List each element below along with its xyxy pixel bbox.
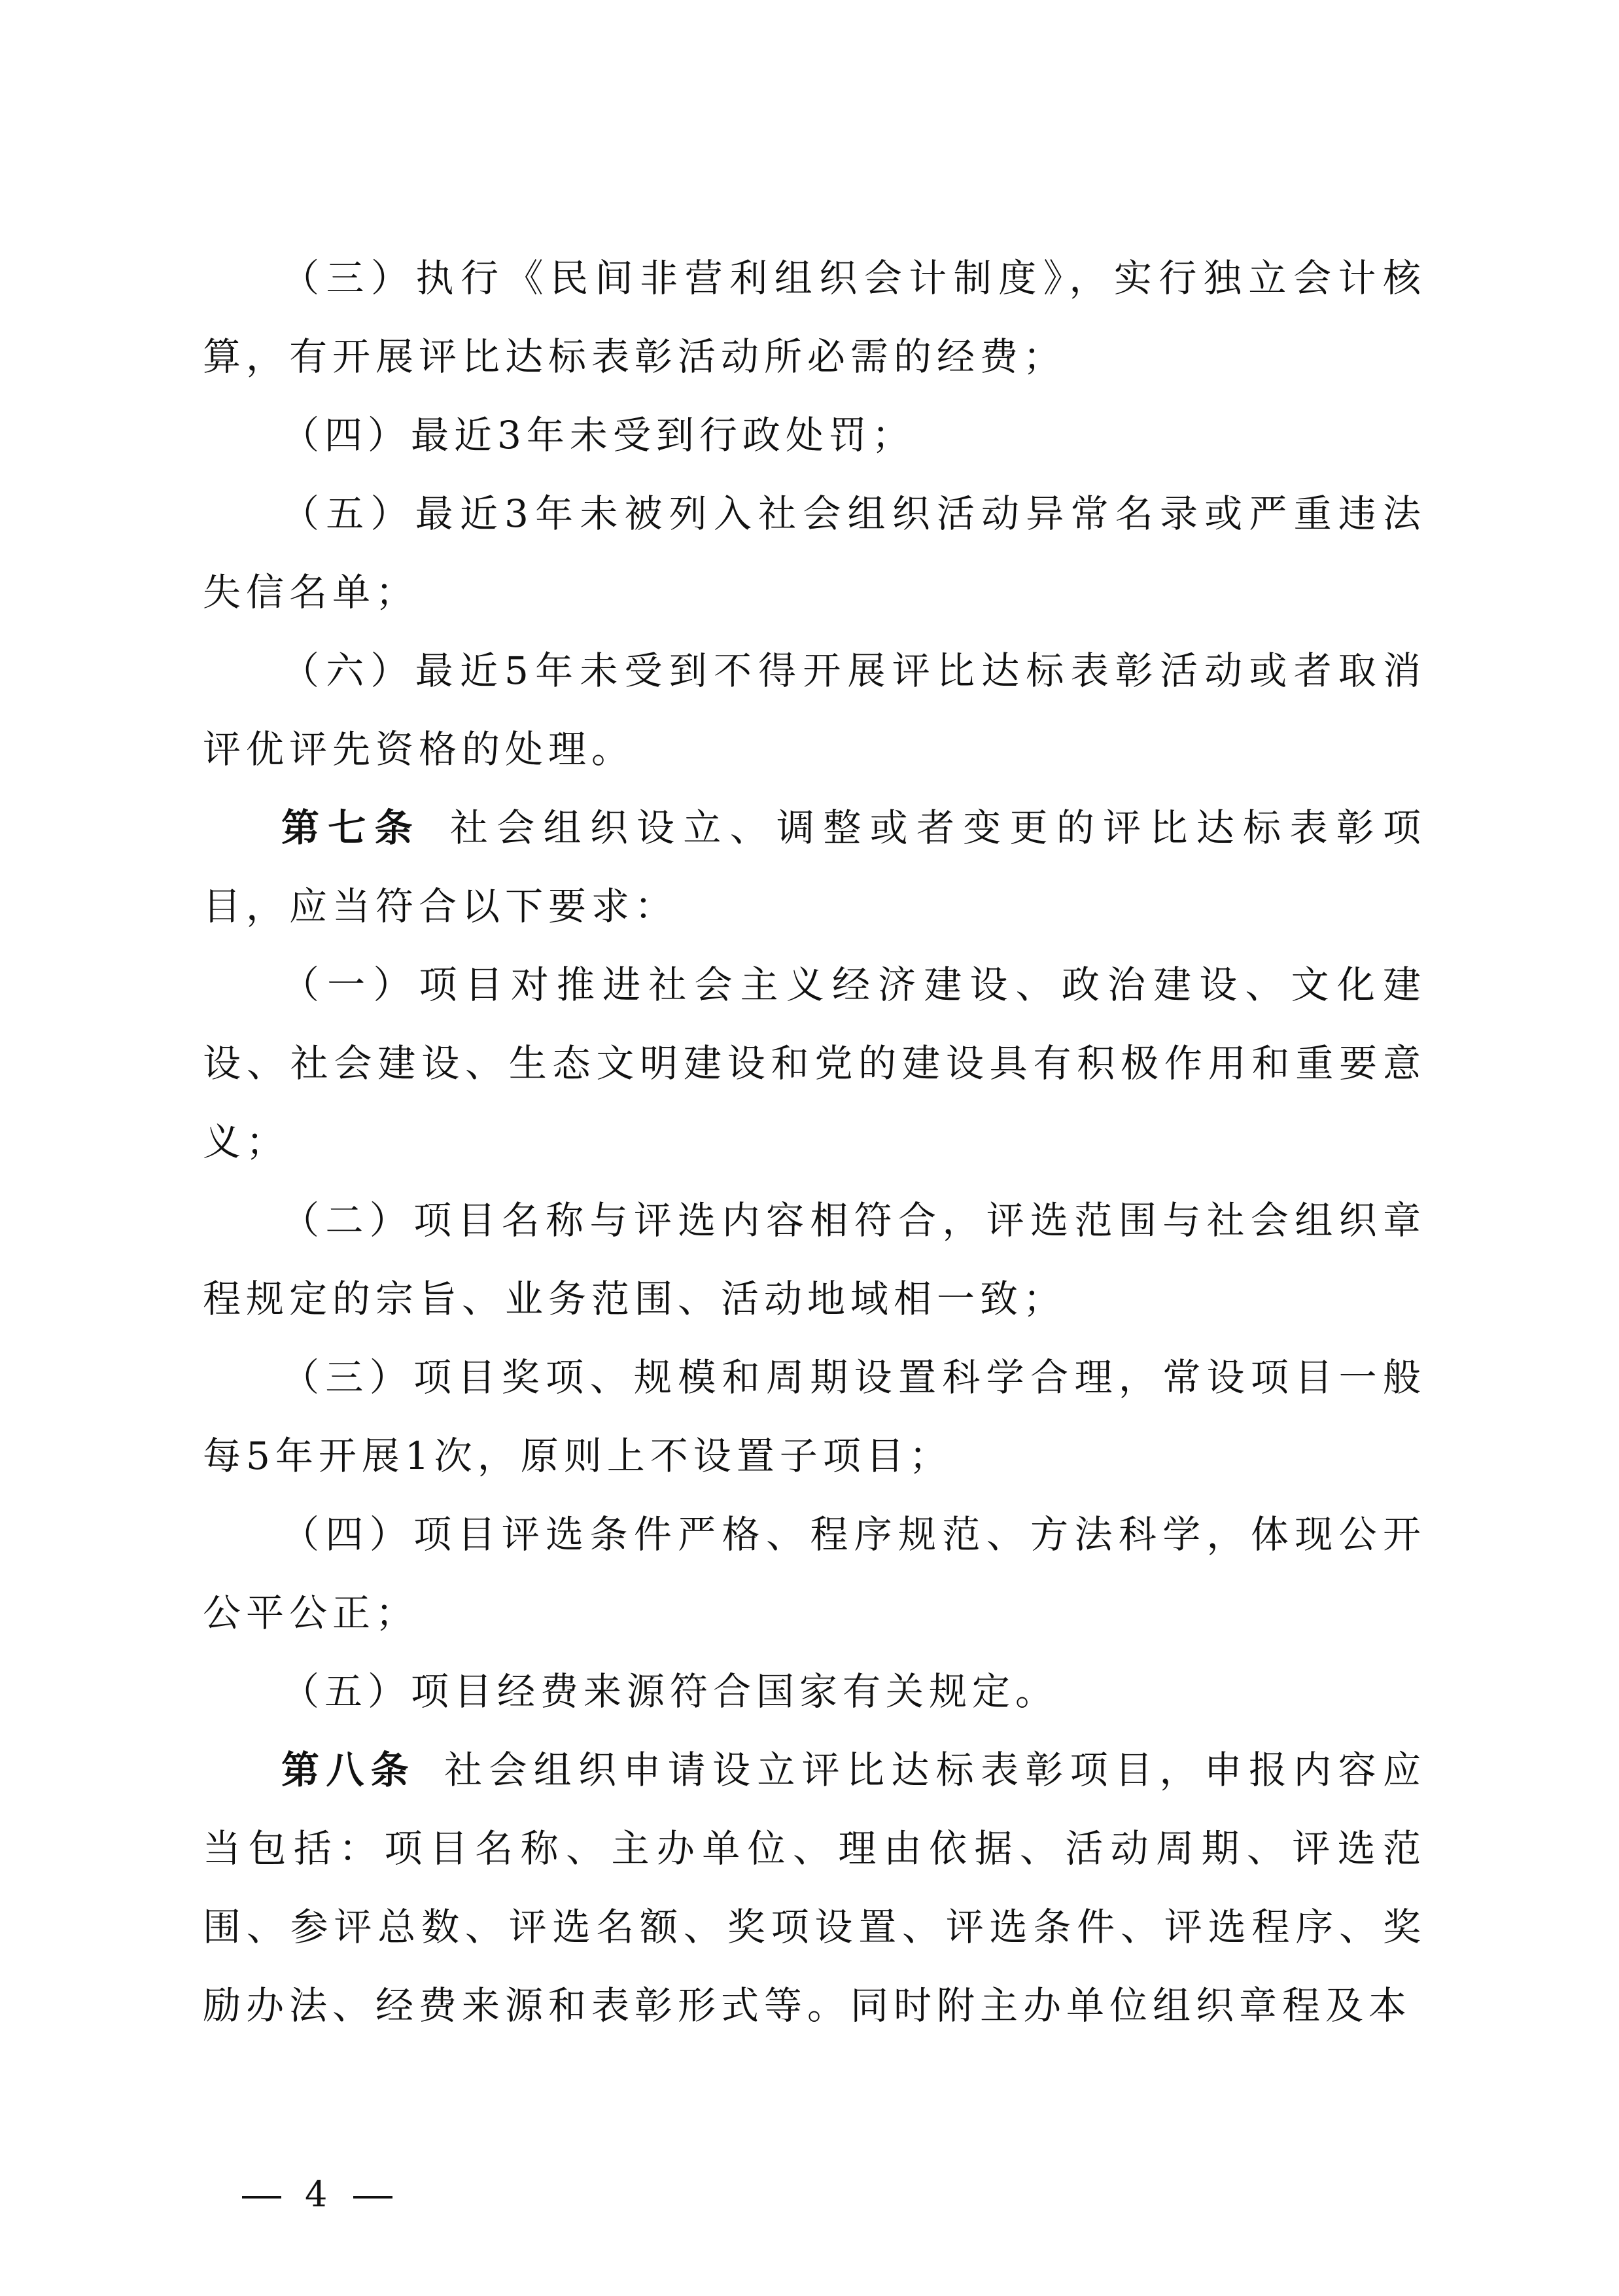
paragraph-item-6: [203, 631, 1426, 788]
article-seven: [203, 788, 1426, 945]
paragraph-text: （六）最近5年未受到不得开展评比达标表彰活动或者取消评优评先资格的处理。: [203, 648, 1426, 771]
paragraph-text: （三）项目奖项、规模和周期设置科学合理，常设项目一般每5年开展1次，原则上不设置子项目；: [203, 1355, 1426, 1478]
requirement-3: [203, 1338, 1426, 1495]
paragraph-text: 社会组织申请设立评比达标表彰项目，申报内容应当包括：项目名称、主办单位、理由依据、活动周期、评选范围、参评总数、评选名额、奖项设置、评选条件、评选程序、奖励办法、经费来源和表彰形式等。同时附主办单位组织章程及本: [203, 1748, 1426, 2028]
paragraph-text: （五）项目经费来源符合国家有关规定。: [281, 1669, 1059, 1714]
paragraph-text: （一）项目对推进社会主义经济建设、政治建设、文化建设、社会建设、生态文明建设和党的建设具有积极作用和重要意义；: [203, 963, 1426, 1164]
page-number: [242, 2174, 392, 2215]
paragraph-text: （四）项目评选条件严格、程序规范、方法科学，体现公开公平公正；: [203, 1512, 1426, 1635]
requirement-1: [203, 945, 1426, 1181]
paragraph-text: （三）执行《民间非营利组织会计制度》，实行独立会计核算，有开展评比达标表彰活动所必需的经费；: [203, 256, 1426, 379]
paragraph-item-4: [203, 396, 1426, 474]
article-heading: 第八条: [281, 1748, 415, 1792]
document-body: [203, 239, 1426, 2045]
page-number-value: 4: [305, 2174, 330, 2215]
dash-left: [242, 2196, 281, 2199]
requirement-5: [203, 1652, 1426, 1731]
paragraph-text: （五）最近3年未被列入社会组织活动异常名录或严重违法失信名单；: [203, 491, 1426, 614]
article-eight: [203, 1731, 1426, 2045]
requirement-4: [203, 1495, 1426, 1652]
paragraph-item-5: [203, 474, 1426, 631]
article-heading: 第七条: [281, 805, 421, 850]
paragraph-text: （二）项目名称与评选内容相符合，评选范围与社会组织章程规定的宗旨、业务范围、活动地域相一致；: [203, 1198, 1426, 1321]
paragraph-item-3: [203, 239, 1426, 396]
requirement-2: [203, 1181, 1426, 1338]
paragraph-text: 社会组织设立、调整或者变更的评比达标表彰项目，应当符合以下要求：: [203, 805, 1426, 928]
dash-right: [353, 2196, 392, 2199]
paragraph-text: （四）最近3年未受到行政处罚；: [281, 413, 915, 457]
